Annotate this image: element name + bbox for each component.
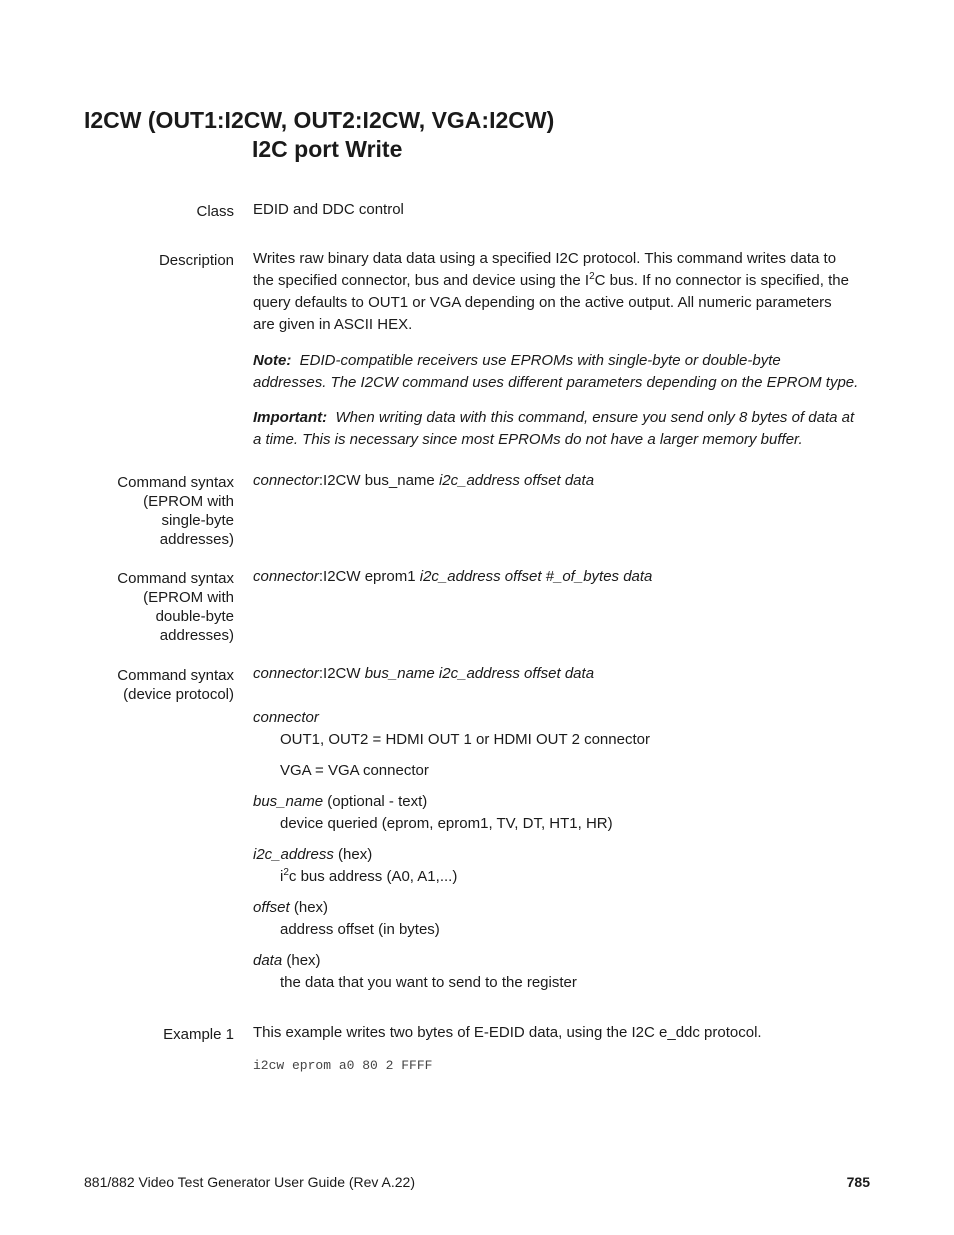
title-line-1: I2CW (OUT1:I2CW, OUT2:I2CW, VGA:I2CW) [84, 107, 555, 133]
syntax1-value: connector:I2CW bus_name i2c_address offset data [253, 472, 595, 489]
syntax3-value: connector:I2CW bus_name i2c_address offset data [253, 665, 595, 682]
param-offset-desc: address offset (in bytes) [280, 921, 440, 938]
param-connector-value-2: VGA = VGA connector [280, 762, 429, 779]
important-paragraph: Important: When writing data with this command, ensure you send only 8 bytes of data at a time. This is necessary since most EPROMs do not have a larger memory buffer. [253, 409, 855, 448]
param-bus-desc: device queried (eprom, eprom1, TV, DT, HT1, HR) [280, 815, 613, 832]
param-offset-name: offset (hex) [253, 899, 329, 916]
footer-title: 881/882 Video Test Generator User Guide (Rev A.22) [84, 1174, 416, 1190]
description-paragraph [253, 248, 873, 336]
syntax2-value: connector:I2CW eprom1 i2c_address offset #_of_bytes data [253, 568, 653, 585]
syntax2-label: Command syntax (EPROM with double-byte addresses) [117, 570, 234, 644]
param-connector-name: connector [253, 709, 319, 726]
description-line: the specified connector, bus and device using the $I^2C$ bus. If no connector is specified, the [253, 271, 849, 289]
important-label: Important: [253, 409, 328, 426]
page-number: 785 [846, 1174, 870, 1190]
example1-code: i2cw eprom a0 80 2 FFFF [253, 1058, 433, 1073]
description-label: Description [158, 252, 234, 269]
note-paragraph: Note: EDID-compatible receivers use EPROMs with single-byte or double-byte addresses. The I2CW command uses different parameters depending on the EPROM type. [253, 352, 859, 391]
param-i2c-desc: $i^2c$ bus address (A0, A1,...) [280, 867, 458, 885]
title-line-2: I2C port Write [252, 136, 403, 162]
param-bus-name: bus_name (optional - text) [253, 793, 428, 810]
param-data-desc: the data that you want to send to the register [280, 974, 577, 991]
class-label: Class [196, 203, 234, 220]
class-value: EDID and DDC control [253, 201, 404, 218]
param-data-name: data (hex) [253, 952, 321, 969]
description-line: are given in ASCII HEX. [253, 316, 413, 333]
example1-text: This example writes two bytes of E-EDID data, using the I2C e_ddc protocol. [253, 1024, 762, 1041]
description-line: Writes raw binary data data using a specified I2C protocol. This command writes data to [253, 250, 837, 267]
description-line: query defaults to OUT1 or VGA depending on the active output. All numeric parameters [253, 294, 832, 311]
note-label: Note: [253, 352, 292, 369]
syntax1-label: Command syntax (EPROM with single-byte addresses) [117, 474, 234, 548]
param-connector-value-1: OUT1, OUT2 = HDMI OUT 1 or HDMI OUT 2 connector [280, 731, 650, 748]
page-title [84, 106, 554, 164]
example1-label: Example 1 [163, 1026, 234, 1043]
syntax3-label: Command syntax (device protocol) [117, 667, 234, 703]
param-i2c-name: i2c_address (hex) [253, 846, 373, 863]
